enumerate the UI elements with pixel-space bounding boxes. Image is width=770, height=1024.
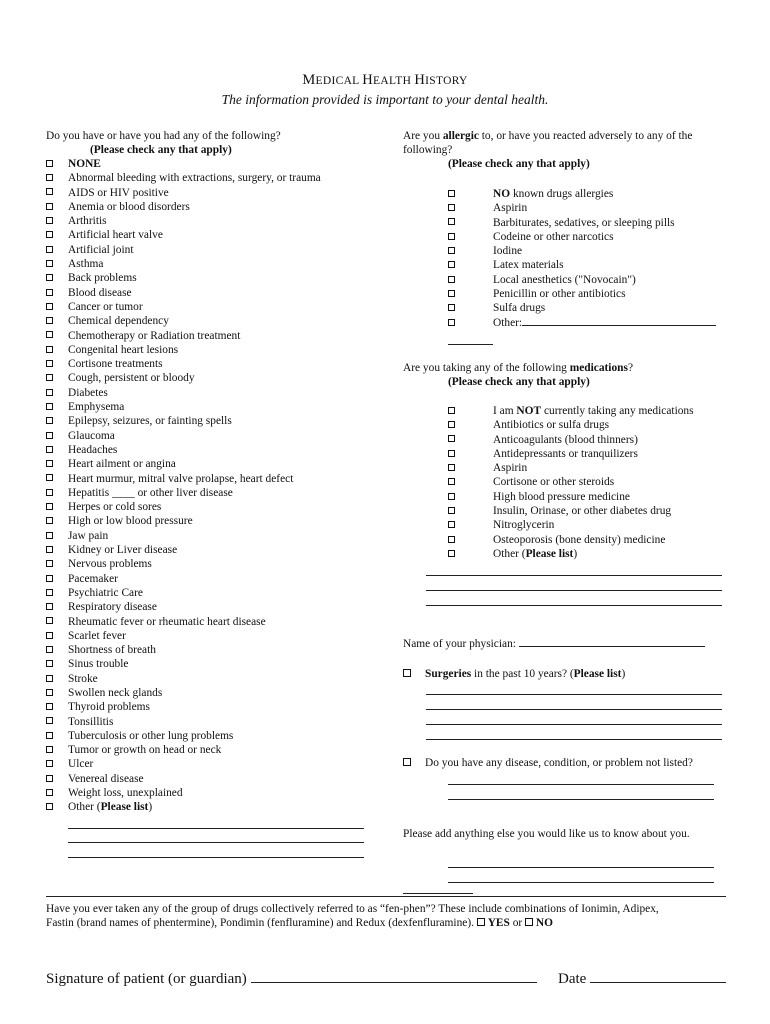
item-label: Sulfa drugs [493, 302, 546, 315]
item-label: Congenital heart lesions [68, 343, 179, 356]
item-label: Antidepressants or tranquilizers [493, 447, 638, 460]
item-label: Insulin, Orinase, or other diabetes drug [493, 505, 672, 518]
item-label: Tuberculosis or other lung problems [68, 729, 234, 742]
list-item [46, 486, 321, 500]
list-item [448, 490, 694, 504]
text: Fastin (brand names of phentermine), Pondimin (fenfluramine) and Redux (dexfenfluramine). [46, 917, 474, 929]
allergies-instruction: (Please check any that apply) [448, 158, 590, 170]
page-title [0, 72, 770, 89]
title-initial: H [362, 72, 374, 88]
checkbox[interactable] [46, 203, 53, 210]
list-item [46, 157, 321, 171]
list-item [448, 418, 694, 432]
list-item [46, 357, 321, 371]
item-label: Artificial joint [68, 243, 134, 256]
item-label-bold: Please list [525, 547, 574, 560]
list-item [46, 672, 321, 686]
checkbox[interactable] [448, 464, 455, 471]
checkbox-surgeries[interactable] [403, 669, 411, 677]
checkbox[interactable] [448, 450, 455, 457]
item-label: AIDS or HIV positive [68, 186, 169, 199]
medications-other-line-3[interactable] [426, 605, 722, 606]
checkbox[interactable] [448, 290, 455, 297]
checkbox[interactable] [46, 303, 53, 310]
checkbox[interactable] [46, 188, 53, 195]
conditions-question: Do you have or have you had any of the following? [46, 130, 281, 142]
item-label: Rheumatic fever or rheumatic heart disease [68, 615, 266, 628]
list-item [46, 743, 321, 757]
checkbox[interactable] [46, 503, 53, 510]
item-label: Psychiatric Care [68, 586, 143, 599]
list-item [448, 475, 694, 489]
list-item [46, 600, 321, 614]
checkbox[interactable] [46, 746, 53, 753]
checkbox[interactable] [46, 360, 53, 367]
physician-label [403, 637, 705, 651]
list-item [46, 729, 321, 743]
item-label: Pacemaker [68, 572, 118, 585]
item-label: Nervous problems [68, 558, 152, 571]
allergy-other-line-cont[interactable] [448, 344, 493, 345]
list-item [448, 273, 716, 287]
list-item [46, 329, 321, 343]
item-label: Emphysema [68, 401, 125, 414]
list-item [448, 216, 716, 230]
item-label: Epilepsy, seizures, or fainting spells [68, 415, 232, 428]
checkbox-fenphen-yes[interactable] [477, 918, 485, 926]
fenphen-text-2 [46, 916, 553, 930]
checkbox[interactable] [46, 489, 53, 496]
checkbox[interactable] [448, 421, 455, 428]
list-item [448, 201, 716, 215]
item-label: Back problems [68, 272, 137, 285]
text: Are you taking any of the following [403, 362, 570, 374]
text: or [509, 917, 526, 929]
list-item [46, 343, 321, 357]
item-label: Barbiturates, sedatives, or sleeping pills [493, 216, 675, 229]
section-divider [46, 896, 726, 897]
checkbox[interactable] [46, 675, 53, 682]
surgeries-line-2[interactable] [426, 709, 722, 710]
list-item [46, 414, 321, 428]
checkbox[interactable] [46, 217, 53, 224]
item-label: Kidney or Liver disease [68, 544, 178, 557]
item-label: known drugs allergies [510, 188, 614, 200]
list-item [448, 316, 716, 330]
item-label: Asthma [68, 258, 104, 271]
checkbox[interactable] [46, 632, 53, 639]
list-item [46, 186, 321, 200]
checkbox[interactable] [448, 435, 455, 442]
checkbox[interactable] [448, 304, 455, 311]
list-item [448, 404, 694, 418]
title-initial: M [302, 72, 316, 88]
surgeries-line-1[interactable] [426, 694, 722, 695]
disease-line-1[interactable] [448, 784, 714, 785]
list-item [46, 429, 321, 443]
list-item [46, 543, 321, 557]
item-label: Respiratory disease [68, 601, 157, 614]
item-label: Arthritis [68, 215, 107, 228]
item-label: Chemical dependency [68, 315, 169, 328]
checkbox[interactable] [448, 493, 455, 500]
item-label: Antibiotics or sulfa drugs [493, 419, 610, 432]
checkbox[interactable] [46, 460, 53, 467]
text: in the past 10 years? ( [471, 668, 574, 680]
list-item [448, 504, 694, 518]
signature-label: Signature of patient (or guardian) [46, 971, 247, 987]
checkbox[interactable] [46, 660, 53, 667]
item-label: Nitroglycerin [493, 519, 555, 532]
list-item [46, 200, 321, 214]
item-label: Aspirin [493, 462, 528, 475]
checkbox[interactable] [46, 603, 53, 610]
item-label-bold: NOT [516, 405, 542, 417]
item-label: Cancer or tumor [68, 300, 143, 313]
item-label: Shortness of breath [68, 644, 156, 657]
list-item [46, 557, 321, 571]
checkbox-no-allergies[interactable] [448, 190, 455, 197]
list-item [46, 615, 321, 629]
title-initial: H [414, 72, 426, 88]
list-item [46, 514, 321, 528]
list-item [448, 287, 716, 301]
item-label: Scarlet fever [68, 629, 126, 642]
list-item [46, 314, 321, 328]
list-item [448, 547, 694, 561]
checkbox[interactable] [448, 521, 455, 528]
list-item [448, 533, 694, 547]
checkbox[interactable] [448, 247, 455, 254]
checkbox[interactable] [448, 536, 455, 543]
list-item [448, 461, 694, 475]
item-label: Cortisone treatments [68, 358, 163, 371]
checkbox[interactable] [46, 417, 53, 424]
anything-else-line-1[interactable] [448, 867, 714, 868]
surgeries-line-4[interactable] [426, 739, 722, 740]
checkbox[interactable] [448, 507, 455, 514]
checkbox[interactable] [448, 478, 455, 485]
other-conditions-line-3[interactable] [68, 857, 364, 858]
title-rest: EDICAL [315, 75, 363, 87]
item-label: Heart ailment or angina [68, 458, 176, 471]
list-item [46, 586, 321, 600]
checkbox-disease[interactable] [403, 758, 411, 766]
item-label: High or low blood pressure [68, 515, 193, 528]
text-bold: allergic [442, 130, 479, 142]
checkbox[interactable] [448, 218, 455, 225]
list-item [46, 629, 321, 643]
item-label: Heart murmur, mitral valve prolapse, heart defect [68, 472, 294, 485]
item-label: Ulcer [68, 758, 94, 771]
text: Do you have any disease, condition, or problem not listed? [425, 757, 693, 769]
item-label: Artificial heart valve [68, 229, 163, 242]
item-label: Blood disease [68, 286, 132, 299]
item-label: Sinus trouble [68, 658, 129, 671]
checkbox[interactable] [46, 703, 53, 710]
list-item [46, 657, 321, 671]
item-label-bold: NO [493, 188, 511, 200]
allergy-other-field[interactable] [522, 316, 716, 326]
list-item [46, 400, 321, 414]
item-label: currently taking any medications [541, 405, 694, 417]
other-conditions-line-1[interactable] [68, 828, 364, 829]
medications-list [448, 404, 694, 561]
item-label: Anticoagulants (blood thinners) [493, 433, 638, 446]
checkbox[interactable] [46, 689, 53, 696]
list-item [46, 786, 321, 800]
list-item [46, 443, 321, 457]
item-label: NONE [68, 158, 101, 170]
surgeries-question [403, 667, 625, 681]
item-label: Stroke [68, 672, 98, 685]
checkbox[interactable] [46, 646, 53, 653]
title-rest: ISTORY [425, 75, 468, 87]
checkbox[interactable] [46, 775, 53, 782]
item-label: Jaw pain [68, 529, 109, 542]
checkbox[interactable] [46, 274, 53, 281]
item-label: Weight loss, unexplained [68, 787, 183, 800]
item-label: Venereal disease [68, 772, 144, 785]
checkbox-no-medications[interactable] [448, 407, 455, 414]
list-item [46, 228, 321, 242]
item-label: ) [573, 547, 578, 560]
checkbox[interactable] [46, 374, 53, 381]
date-label: Date [558, 971, 587, 987]
checkbox[interactable] [46, 317, 53, 324]
no-label: NO [535, 917, 553, 929]
allergies-question [403, 129, 692, 143]
list-item [46, 257, 321, 271]
text-bold: medications [569, 362, 628, 374]
list-item [46, 715, 321, 729]
item-label: Local anesthetics ("Novocain") [493, 273, 636, 286]
list-item [46, 700, 321, 714]
checkbox[interactable] [46, 260, 53, 267]
item-label: Anemia or blood disorders [68, 200, 190, 213]
disease-line-2[interactable] [448, 799, 714, 800]
text: to, or have you reacted adversely to any of the [478, 130, 693, 142]
list-item [448, 518, 694, 532]
signature-field[interactable] [251, 969, 537, 983]
checkbox[interactable] [448, 261, 455, 268]
item-label: Other: [493, 316, 523, 329]
list-item [46, 529, 321, 543]
checkbox[interactable] [46, 717, 53, 724]
page-subtitle: The information provided is important to your dental health. [221, 92, 549, 107]
text: ) [621, 668, 626, 680]
item-label: Glaucoma [68, 429, 115, 442]
conditions-list [46, 157, 321, 815]
item-label: Diabetes [68, 386, 108, 399]
item-label: Thyroid problems [68, 701, 150, 714]
item-label: Aspirin [493, 202, 528, 215]
item-label: Headaches [68, 443, 118, 456]
list-item [448, 301, 716, 315]
medications-other-line-1[interactable] [426, 575, 722, 576]
checkbox[interactable] [46, 289, 53, 296]
checkbox[interactable] [46, 575, 53, 582]
item-label: Osteoporosis (bone density) medicine [493, 533, 666, 546]
conditions-instruction: (Please check any that apply) [90, 144, 232, 156]
checkbox[interactable] [46, 560, 53, 567]
physician-field[interactable] [519, 637, 705, 647]
item-label: Latex materials [493, 259, 564, 272]
checkbox[interactable] [46, 760, 53, 767]
item-label: Abnormal bleeding with extractions, surgery, or trauma [68, 172, 321, 185]
list-item [46, 772, 321, 786]
medications-question [403, 361, 633, 375]
item-label: High blood pressure medicine [493, 490, 630, 503]
signature-row [46, 969, 726, 988]
checkbox[interactable] [46, 517, 53, 524]
text-bold: Surgeries [425, 668, 472, 680]
anything-else-line-3[interactable] [403, 893, 473, 894]
title-rest: EALTH [373, 75, 415, 87]
list-item [46, 386, 321, 400]
checkbox[interactable] [46, 789, 53, 796]
other-conditions-line-2[interactable] [68, 842, 364, 843]
list-item [46, 757, 321, 771]
checkbox[interactable] [46, 389, 53, 396]
checkbox[interactable] [46, 174, 53, 181]
list-item [448, 244, 716, 258]
checkbox[interactable] [46, 446, 53, 453]
list-item [46, 572, 321, 586]
checkbox[interactable] [46, 231, 53, 238]
list-item [46, 300, 321, 314]
item-label-bold: Please list [100, 801, 149, 814]
list-item [46, 472, 321, 486]
allergies-question-line2: following? [403, 144, 453, 156]
surgeries-line-3[interactable] [426, 724, 722, 725]
item-label: Tonsillitis [68, 715, 114, 728]
item-label: ) [148, 801, 153, 814]
checkbox[interactable] [46, 403, 53, 410]
item-label: Other ( [493, 547, 526, 560]
item-label: Cortisone or other steroids [493, 476, 615, 489]
medications-instruction: (Please check any that apply) [448, 376, 590, 388]
list-item [46, 800, 321, 814]
allergies-list [448, 187, 716, 330]
list-item [46, 271, 321, 285]
item-label: Cough, persistent or bloody [68, 372, 195, 385]
checkbox[interactable] [46, 589, 53, 596]
checkbox[interactable] [46, 546, 53, 553]
item-label: Swollen neck glands [68, 686, 163, 699]
checkbox-none[interactable] [46, 160, 53, 167]
checkbox[interactable] [46, 732, 53, 739]
item-label: Chemotherapy or Radiation treatment [68, 329, 241, 342]
list-item [46, 686, 321, 700]
yes-label: YES [487, 917, 510, 929]
checkbox[interactable] [46, 532, 53, 539]
checkbox[interactable] [46, 246, 53, 253]
item-label: Iodine [493, 245, 523, 258]
list-item [448, 447, 694, 461]
list-item [46, 371, 321, 385]
item-label: Tumor or growth on head or neck [68, 744, 222, 757]
anything-else-label: Please add anything else you would like us to know about you. [403, 828, 690, 840]
medications-other-line-2[interactable] [426, 590, 722, 591]
list-item [448, 433, 694, 447]
checkbox-other[interactable] [448, 550, 455, 557]
text-bold: Please list [573, 668, 622, 680]
list-item [448, 258, 716, 272]
list-item [46, 286, 321, 300]
list-item [46, 243, 321, 257]
fenphen-text-1: Have you ever taken any of the group of drugs collectively referred to as “fen-phen”? These include combinations of Ionimin, Adipex, [46, 903, 659, 915]
text: Name of your physician: [403, 638, 516, 650]
list-item [448, 187, 716, 201]
checkbox-other[interactable] [46, 803, 53, 810]
list-item [46, 643, 321, 657]
item-label: I am [493, 405, 517, 417]
checkbox[interactable] [46, 474, 53, 481]
checkbox[interactable] [448, 233, 455, 240]
checkbox[interactable] [46, 617, 53, 624]
item-label: Herpes or cold sores [68, 501, 162, 514]
checkbox[interactable] [46, 331, 53, 338]
list-item [46, 171, 321, 185]
list-item [46, 457, 321, 471]
checkbox[interactable] [46, 346, 53, 353]
disease-question [403, 756, 693, 770]
item-label: Codeine or other narcotics [493, 230, 614, 243]
checkbox[interactable] [46, 432, 53, 439]
list-item [46, 500, 321, 514]
text: Are you [403, 130, 443, 142]
date-field[interactable] [590, 969, 726, 983]
checkbox-other[interactable] [448, 319, 455, 326]
list-item [448, 230, 716, 244]
list-item [46, 214, 321, 228]
item-label: Penicillin or other antibiotics [493, 288, 626, 301]
text: ? [627, 362, 633, 374]
checkbox-fenphen-no[interactable] [525, 918, 533, 926]
item-label: Hepatitis ____ or other liver disease [68, 486, 233, 499]
anything-else-line-2[interactable] [448, 882, 714, 883]
checkbox[interactable] [448, 204, 455, 211]
checkbox[interactable] [448, 276, 455, 283]
item-label: Other ( [68, 801, 101, 814]
